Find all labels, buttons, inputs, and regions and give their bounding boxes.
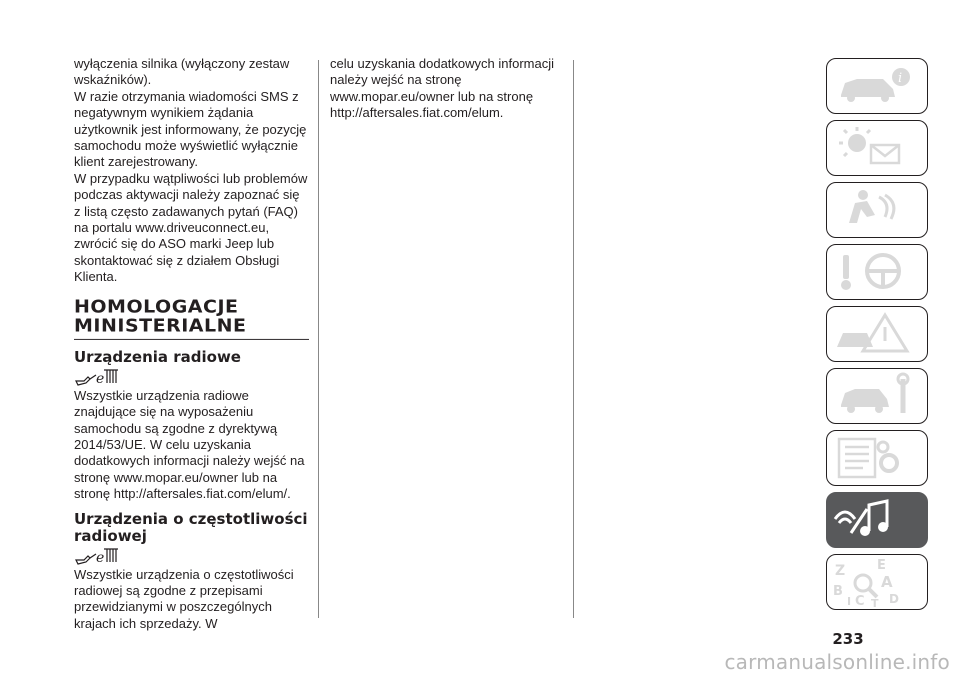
warning-triangle-car-icon xyxy=(827,307,927,361)
tab-lights-messages[interactable] xyxy=(826,120,928,176)
watermark: carmanualsonline.info xyxy=(724,650,950,674)
index-letter: B xyxy=(833,584,843,599)
paragraph: wyłączenia silnika (wyłączony zestaw wskaźników). xyxy=(74,56,290,88)
section-heading: HOMOLOGACJE MINISTERIALNE xyxy=(74,297,309,340)
column-divider xyxy=(318,60,319,618)
svg-text:e: e xyxy=(96,370,105,387)
paragraph: celu uzyskania dodatkowych informacji należy wejść na stronę www.mopar.eu/owner lub na stronę http://aftersales.fiat.com/elum. xyxy=(330,56,554,121)
svg-text:i: i xyxy=(898,71,903,86)
index-letter: Z xyxy=(835,563,846,579)
seat-airbag-icon xyxy=(827,183,927,237)
alphabet-index-icon xyxy=(827,555,927,609)
hand-reading-icon xyxy=(74,546,126,566)
index-letter: C xyxy=(855,594,865,609)
tab-starting-driving[interactable] xyxy=(826,244,928,300)
svg-text:e: e xyxy=(96,549,105,566)
subsection-heading: Urządzenia o częstotliwości radiowej xyxy=(74,509,308,545)
car-wrench-icon xyxy=(827,369,927,423)
paragraph: Wszystkie urządzenia radiowe znajdujące się na wyposażeniu samochodu są zgodne z dyrektywą 2014/53/UE. W celu uzyskania dodatkowych informacji należy wejść na stronę www.mopar.eu/owner lub na stronę http://aftersales.fiat.com/elum/. xyxy=(74,387,305,502)
multimedia-music-icon xyxy=(827,493,927,547)
paragraph: Wszystkie urządzenia o częstotliwości radiowej są zgodne z przepisami przewidzianymi w poszczególnych krajach ich sprzedaży. W xyxy=(74,566,294,631)
text-column-left xyxy=(74,56,309,632)
paragraph: W razie otrzymania wiadomości SMS z negatywnym wynikiem żądania użytkownik jest informowany, że pozycję samochodu może wyświetlić wyłącznie klient zarejestrowany. xyxy=(74,88,307,170)
index-letter: T xyxy=(871,597,879,609)
tab-safety[interactable] xyxy=(826,182,928,238)
index-letter: D xyxy=(889,592,899,606)
key-steering-wheel-icon xyxy=(827,245,927,299)
specs-gear-icon xyxy=(827,431,927,485)
text-column-right xyxy=(330,56,565,122)
subsection-heading: Urządzenia radiowe xyxy=(74,347,241,366)
tab-index[interactable] xyxy=(826,554,928,610)
lights-mail-icon xyxy=(827,121,927,175)
tab-emergency[interactable] xyxy=(826,306,928,362)
hand-reading-icon xyxy=(74,367,126,387)
index-letter: E xyxy=(877,558,886,573)
index-letter: I xyxy=(847,595,852,608)
tab-technical-data[interactable] xyxy=(826,430,928,486)
tab-multimedia[interactable] xyxy=(826,492,928,548)
tab-maintenance[interactable] xyxy=(826,368,928,424)
car-info-icon xyxy=(827,59,927,113)
page-number: 233 xyxy=(832,630,864,648)
column-divider xyxy=(573,60,574,618)
tab-car-info[interactable] xyxy=(826,58,928,114)
paragraph: W przypadku wątpliwości lub problemów podczas aktywacji należy zapoznać się z listą często zadawanych pytań (FAQ) na portalu www.driveuconnect.eu, zwrócić się do ASO marki Jeep lub skontaktować się z działem Obsługi Klienta. xyxy=(74,170,308,285)
index-letter: A xyxy=(881,573,893,591)
